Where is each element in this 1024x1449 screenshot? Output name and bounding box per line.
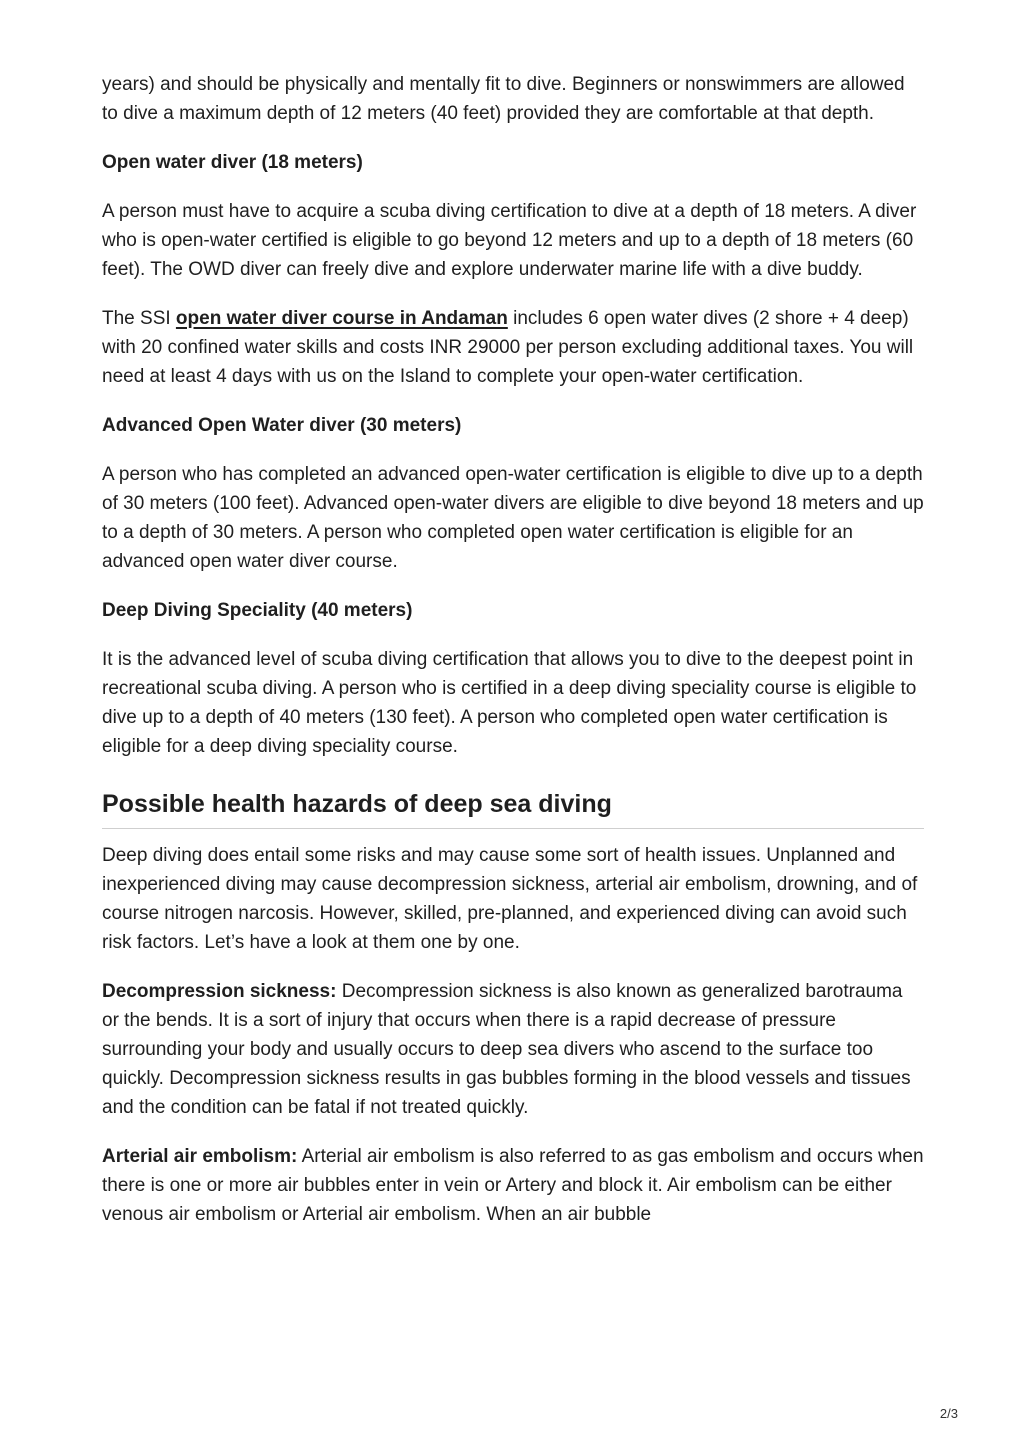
deep-diving-paragraph: It is the advanced level of scuba diving certification that allows you to dive to the deepest point in recreational scuba diving. A person who is certified in a deep diving speciality course is eligible to dive up to a depth of 40 meters (130 feet). A person who completed open water certification is eligible for a deep diving speciality course. — [102, 649, 917, 757]
health-hazards-heading: Possible health hazards of deep sea diving — [102, 788, 924, 829]
intro-continuation-paragraph: years) and should be physically and mentally fit to dive. Beginners or nonswimmers are allowed to dive a maximum depth of 12 meters (40 feet) provided they are comfortable at that depth. — [102, 74, 905, 124]
open-water-course-paragraph — [102, 304, 924, 391]
course-text-before: The SSI — [102, 308, 176, 329]
arterial-air-embolism-text: Arterial air embolism is also referred to as gas embolism and occurs when there is one or more air bubbles enter in vein or Artery and block it. Air embolism can be either venous air embolism or Arterial air embolism. When an air bubble — [102, 1146, 924, 1225]
course-text-after: includes 6 open water dives (2 shore + 4 deep) with 20 confined water skills and costs INR 29000 per person excluding additional taxes. You will need at least 4 days with us on the Island to complete your open-water certification. — [102, 308, 914, 387]
decompression-sickness-text: Decompression sickness is also known as generalized barotrauma or the bends. It is a sort of injury that occurs when there is a rapid decrease of pressure surrounding your body and usually occurs to deep sea divers who ascend to the surface too quickly. Decompression sickness results in gas bubbles forming in the blood vessels and tissues and the condition can be fatal if not treated quickly. — [102, 981, 911, 1118]
article-body — [102, 70, 924, 1249]
open-water-course-link[interactable]: open water diver course in Andaman — [175, 308, 508, 329]
deep-diving-heading: Deep Diving Speciality (40 meters) — [102, 600, 413, 621]
arterial-air-embolism-label: Arterial air embolism: — [102, 1146, 298, 1167]
health-hazards-intro: Deep diving does entail some risks and may cause some sort of health issues. Unplanned and inexperienced diving may cause decompression sickness, arterial air embolism, drowning, and of course nitrogen narcosis. However, skilled, pre-planned, and experienced diving can avoid such risk factors. Let’s have a look at them one by one. — [102, 845, 918, 953]
open-water-paragraph: A person must have to acquire a scuba diving certification to dive at a depth of 18 meters. A diver who is open-water certified is eligible to go beyond 12 meters and up to a depth of 18 meters (60 feet). The OWD diver can freely dive and explore underwater marine life with a dive buddy. — [102, 201, 917, 280]
decompression-sickness-label: Decompression sickness: — [102, 981, 337, 1002]
arterial-air-embolism-paragraph — [102, 1142, 924, 1229]
open-water-heading: Open water diver (18 meters) — [102, 152, 363, 173]
decompression-sickness-paragraph — [102, 977, 924, 1122]
advanced-open-water-paragraph: A person who has completed an advanced open-water certification is eligible to dive up to a depth of 30 meters (100 feet). Advanced open-water divers are eligible to dive beyond 18 meters and up to a depth of 30 meters. A person who completed open water certification is eligible for an advanced open water diver course. — [102, 464, 924, 572]
advanced-open-water-heading: Advanced Open Water diver (30 meters) — [102, 415, 462, 436]
page-number: 2/3 — [939, 1406, 958, 1421]
